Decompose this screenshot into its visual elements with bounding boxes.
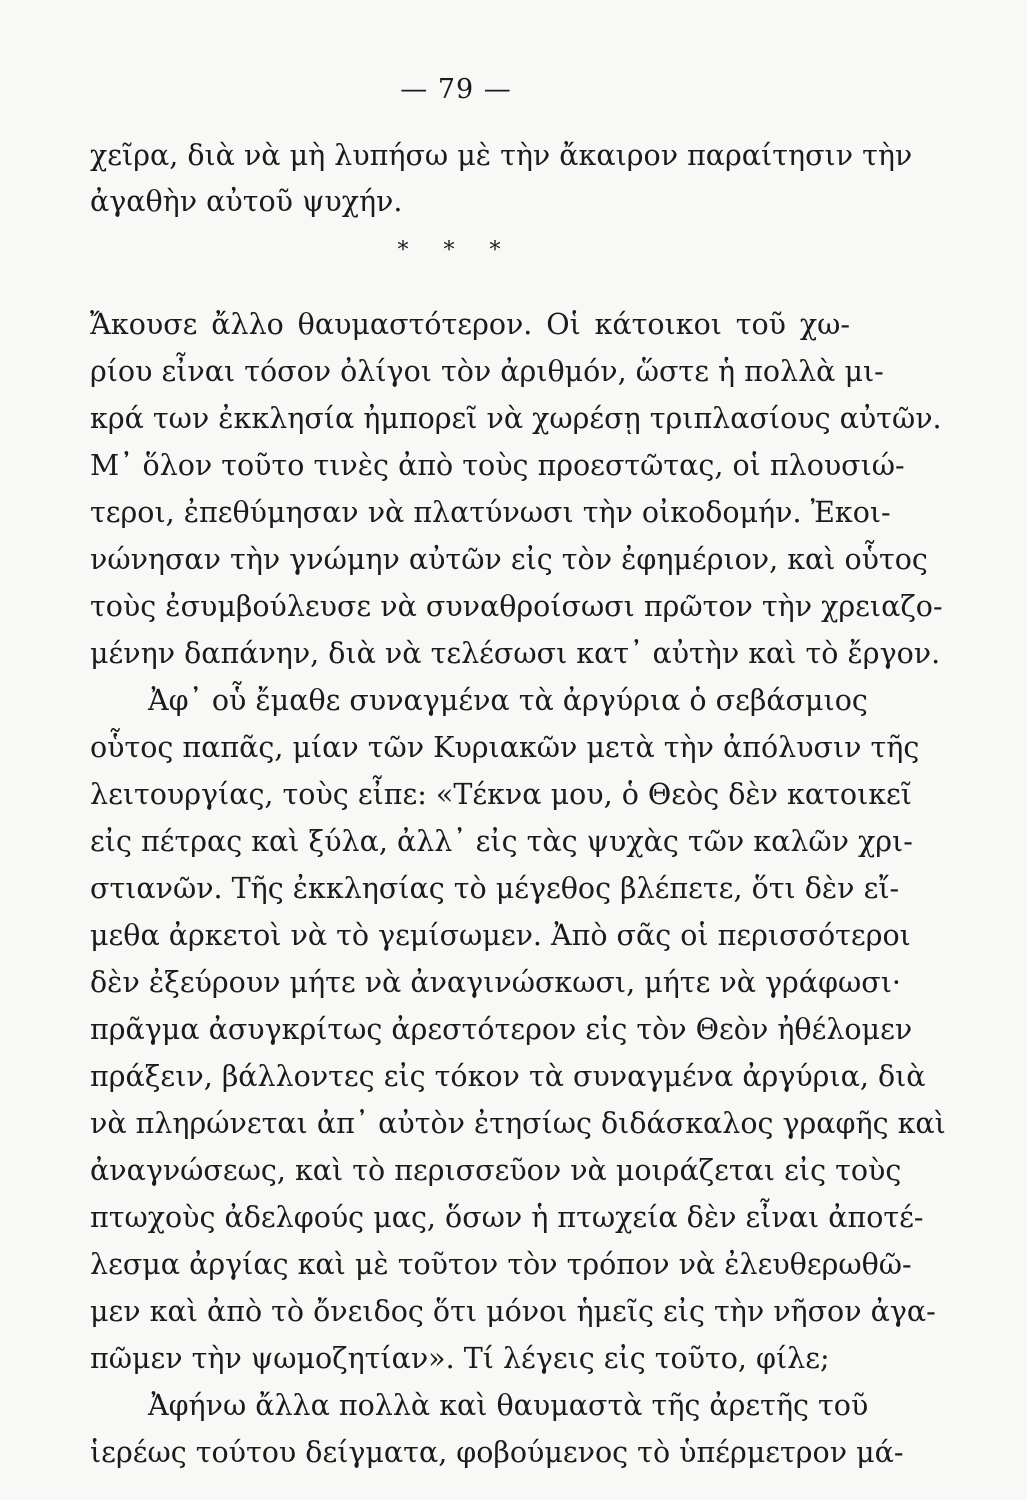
page-number: — 79 — (400, 74, 512, 105)
text-line: πῶμεν τὴν ψωμοζητίαν». Τί λέγεις εἰς τοῦτο, φίλε; (90, 1342, 830, 1375)
text-line: μεν καὶ ἀπὸ τὸ ὄνειδος ὅτι μόνοι ἡμεῖς εἰς τὴν νῆσον ἀγα- (90, 1295, 936, 1328)
text-line: Ἄκουσε ἄλλο θαυμαστότερον. Οἱ κάτοικοι τοῦ χω- (90, 308, 850, 341)
text-line: οὗτος παπᾶς, μίαν τῶν Κυριακῶν μετὰ τὴν ἀπόλυσιν τῆς (90, 731, 920, 764)
text-line: εἰς πέτρας καὶ ξύλα, ἀλλ᾿ εἰς τὰς ψυχὰς τῶν καλῶν χρι- (90, 825, 913, 858)
text-line: ρίου εἶναι τόσον ὀλίγοι τὸν ἀριθμόν, ὥστε ἡ πολλὰ μι- (90, 355, 884, 388)
text-line: λεσμα ἀργίας καὶ μὲ τοῦτον τὸν τρόπον νὰ ἐλευθερωθῶ- (90, 1248, 912, 1281)
text-line: Ἀφήνω ἄλλα πολλὰ καὶ θαυμαστὰ τῆς ἀρετῆς τοῦ (148, 1389, 869, 1422)
section-separator: * * * (397, 238, 515, 263)
text-line: ἀγαθὴν αὐτοῦ ψυχήν. (90, 185, 403, 218)
text-line: τοὺς ἐσυμβούλευσε νὰ συναθροίσωσι πρῶτον τὴν χρειαζο- (90, 590, 943, 623)
text-line: πτωχοὺς ἀδελφούς μας, ὅσων ἡ πτωχεία δὲν εἶναι ἀποτέ- (90, 1201, 924, 1234)
text-line: Μ᾿ ὅλον τοῦτο τινὲς ἀπὸ τοὺς προεστῶτας, οἱ πλουσιώ- (90, 449, 905, 482)
text-line: πράξειν, βάλλοντες εἰς τόκον τὰ συναγμένα ἀργύρια, διὰ (90, 1060, 926, 1093)
text-line: νὰ πληρώνεται ἀπ᾿ αὐτὸν ἐτησίως διδάσκαλος γραφῆς καὶ (90, 1107, 946, 1140)
text-line: ἀναγνώσεως, καὶ τὸ περισσεῦον νὰ μοιράζεται εἰς τοὺς (90, 1154, 902, 1187)
text-line: μένην δαπάνην, διὰ νὰ τελέσωσι κατ᾿ αὐτὴν καὶ τὸ ἔργον. (90, 637, 941, 670)
text-line: κρά των ἐκκλησία ἠμπορεῖ νὰ χωρέσῃ τριπλασίους αὐτῶν. (90, 402, 942, 435)
text-line: στιανῶν. Τῆς ἐκκλησίας τὸ μέγεθος βλέπετε, ὅτι δὲν εἴ- (90, 872, 900, 905)
text-line: χεῖρα, διὰ νὰ μὴ λυπήσω μὲ τὴν ἄκαιρον παραίτησιν τὴν (90, 139, 913, 172)
text-line: λειτουργίας, τοὺς εἶπε: «Τέκνα μου, ὁ Θεὸς δὲν κατοικεῖ (90, 778, 912, 811)
text-line: τεροι, ἐπεθύμησαν νὰ πλατύνωσι τὴν οἰκοδομήν. Ἐκοι- (90, 496, 891, 529)
text-line: μεθα ἀρκετοὶ νὰ τὸ γεμίσωμεν. Ἀπὸ σᾶς οἱ περισσότεροι (90, 919, 911, 952)
text-line: νώνησαν τὴν γνώμην αὐτῶν εἰς τὸν ἐφημέριον, καὶ οὗτος (90, 543, 928, 576)
text-line: πρᾶγμα ἀσυγκρίτως ἀρεστότερον εἰς τὸν Θεὸν ἠθέλομεν (90, 1013, 913, 1046)
text-line: δὲν ἐξεύρουν μήτε νὰ ἀναγινώσκωσι, μήτε νὰ γράφωσι· (90, 966, 901, 999)
text-line: Ἀφ᾿ οὗ ἔμαθε συναγμένα τὰ ἀργύρια ὁ σεβάσμιος (148, 684, 868, 717)
text-line: ἱερέως τούτου δείγματα, φοβούμενος τὸ ὑπέρμετρον μά- (90, 1436, 904, 1469)
